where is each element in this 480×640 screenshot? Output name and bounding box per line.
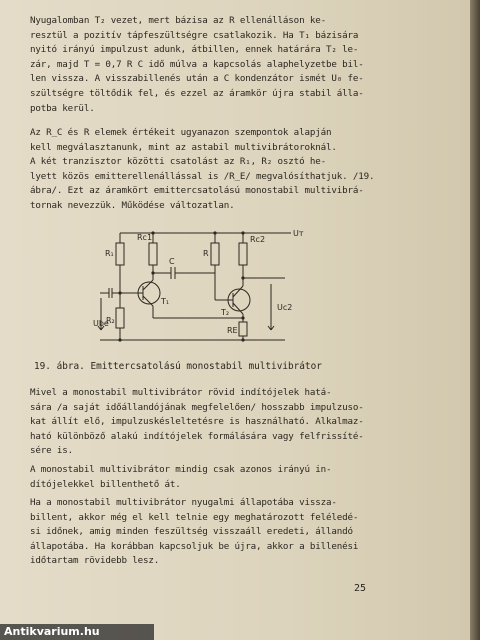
label-r2: R₂ xyxy=(106,316,115,325)
label-uc2: Uc2 xyxy=(277,303,293,312)
text-line: időtartam rövidebb lesz. xyxy=(30,555,160,567)
label-c: C xyxy=(169,257,175,266)
text-line: si időnek, amig minden feszültség visszaáll eredeti, állandó xyxy=(30,526,353,538)
paragraph-3 xyxy=(30,155,450,213)
text-line: zár, majd T = 0,7 R C idő múlva a kapcsolás alaphelyzetbe bil- xyxy=(30,58,364,70)
paragraph-6 xyxy=(30,496,450,569)
label-rc1: Rc1 xyxy=(137,233,153,242)
paragraph-4 xyxy=(30,386,450,459)
text-line: tornak nevezzük. Működése változatlan. xyxy=(30,199,235,211)
circuit-diagram xyxy=(95,218,315,348)
text-line: ábra/. Ezt az áramkört emittercsatolású monostabil multivibrá- xyxy=(30,185,364,197)
text-line: Nyugalomban T₂ vezet, mert bázisa az R ellenálláson ke- xyxy=(30,15,326,26)
paragraph-2 xyxy=(30,126,450,155)
label-t2: T₂ xyxy=(221,308,230,317)
paragraph-5 xyxy=(30,463,450,492)
label-ube: Ube xyxy=(93,319,109,328)
text-line: sára /a saját időállandójának megfelelően/ hosszabb impulzuso- xyxy=(30,401,364,413)
text-line: billent, akkor még el kell telnie egy meghatározott feléledé- xyxy=(30,511,359,523)
text-line: resztül a pozitív tápfeszültségre csatlakozik. Ha T₁ bázisára xyxy=(30,29,359,41)
page-number: 25 xyxy=(354,583,367,594)
label-rc2: Rc2 xyxy=(250,235,266,244)
text-line: sére is. xyxy=(30,445,74,457)
text-line: A monostabil multivibrátor mindig csak azonos irányú in- xyxy=(30,464,332,475)
text-line: dítójelekkel billenthető át. xyxy=(30,478,181,490)
label-r: R xyxy=(203,249,209,258)
label-re: RE xyxy=(227,326,238,335)
text-line: kell megválasztanunk, mint az astabil multivibrátoroknál. xyxy=(30,141,337,153)
book-binding xyxy=(470,0,480,640)
label-t1: T₁ xyxy=(161,297,170,306)
text-line: szültségre töltődik fel, és ezzel az áramkör újra stabil álla- xyxy=(30,87,364,99)
text-line: lyett közös emitterellenállással is /R_E/ megvalósíthatjuk. /19. xyxy=(30,170,375,182)
label-ut: Uт xyxy=(293,229,304,238)
text-line: ható különböző alakú indítójelek formálására vagy felfrissíté- xyxy=(30,430,364,442)
paragraph-1 xyxy=(30,14,450,116)
text-line: potba kerül. xyxy=(30,102,95,114)
figure-caption: 19. ábra. Emittercsatolású monostabil multivibrátor xyxy=(34,361,322,372)
text-line: kat állít elő, impulzuskésleltetésre is használható. Alkalmaz- xyxy=(30,416,364,428)
text-line: len vissza. A visszabillenés után a C kondenzátor ismét U₀ fe- xyxy=(30,73,364,85)
text-line: nyitó irányú impulzust adunk, átbillen, ennek határára T₂ le- xyxy=(30,44,359,56)
label-r1: R₁ xyxy=(105,249,114,258)
text-line: állapotába. Ha korábban kapcsoljuk be újra, akkor a billenési xyxy=(30,540,359,552)
watermark: Antikvarium.hu xyxy=(0,624,154,640)
text-line: Az R_C és R elemek értékeit ugyanazon szempontok alapján xyxy=(30,127,332,138)
text-line: Ha a monostabil multivibrátor nyugalmi állapotába vissza- xyxy=(30,497,337,508)
text-line: A két tranzisztor közötti csatolást az R₁, R₂ osztó he- xyxy=(30,156,326,167)
text-line: Mivel a monostabil multivibrátor rövid indítójelek hatá- xyxy=(30,387,332,398)
